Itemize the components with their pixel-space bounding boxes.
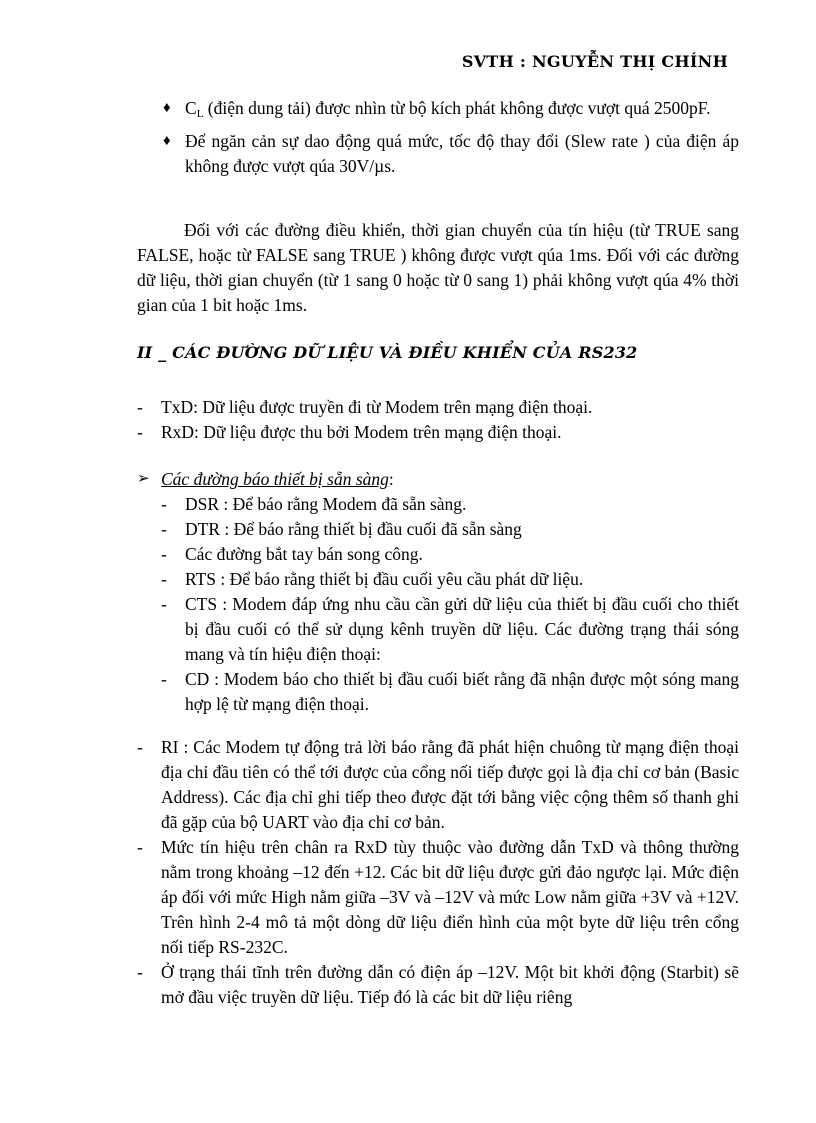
list-item [161, 492, 739, 517]
list-item-text: DSR : Để báo rằng Modem đã sẵn sàng. [185, 494, 467, 514]
list-item-text: RTS : Để báo rằng thiết bị đầu cuối yêu cầu phát dữ liệu. [185, 569, 584, 589]
dash-bullet: - [161, 669, 167, 689]
top-bullet-list [163, 96, 739, 179]
list-item [137, 420, 739, 445]
dash-bullet: - [137, 422, 143, 442]
list-item [161, 667, 739, 717]
dash-bullet: - [137, 962, 143, 982]
list-item-text: TxD: Dữ liệu được truyền đi từ Modem trên mạng điện thoại. [161, 397, 593, 417]
subheading-text: Các đường báo thiết bị sẵn sàng [161, 469, 389, 489]
dash-bullet: - [161, 569, 167, 589]
author-header: SVTH : NGUYỄN THỊ CHÍNH [461, 52, 728, 71]
dash-bullet: - [161, 519, 167, 539]
data-line-list [137, 395, 739, 445]
ready-section [137, 467, 739, 717]
list-item [163, 129, 739, 179]
dash-bullet: - [137, 397, 143, 417]
list-item [137, 395, 739, 420]
dash-bullet: - [161, 494, 167, 514]
list-item-text: DTR : Để báo rằng thiết bị đầu cuối đã sẵn sàng [185, 519, 522, 539]
list-item-text: Các đường bắt tay bán song công. [185, 544, 423, 564]
list-item [161, 567, 739, 592]
bottom-list [137, 735, 739, 1010]
bullet-subscript: L [196, 108, 204, 120]
bullet-text: Để ngăn cản sự dao động quá mức, tốc độ thay đổi (Slew rate ) của điện áp không được vượt qúa 30V/µs. [185, 131, 739, 176]
list-item [137, 960, 739, 1010]
dash-bullet: - [161, 594, 167, 614]
ready-section-title [137, 467, 739, 492]
list-item-text: Ở trạng thái tĩnh trên đường dẫn có điện áp –12V. Một bit khởi động (Starbit) sẽ mở đầu việc truyền dữ liệu. Tiếp đó là các bit dữ liệu riêng [161, 962, 739, 1007]
section-heading: II _ CÁC ĐƯỜNG DỮ LIỆU VÀ ĐIỀU KHIỂN CỦA RS232 [137, 343, 638, 362]
subheading-colon: : [388, 469, 394, 489]
list-item [137, 735, 739, 835]
dash-bullet: - [137, 837, 143, 857]
list-item [137, 835, 739, 960]
list-item [161, 542, 739, 567]
ready-item-list [137, 492, 739, 717]
body-paragraph: Đối với các đường điều khiển, thời gian chuyển của tín hiệu (từ TRUE sang FALSE, hoặc từ FALSE sang TRUE ) không được vượt qúa 1ms. Đối với các đường dữ liệu, thời gian chuyển (từ 1 sang 0 hoặc từ 0 sang 1) phải không vượt qúa 4% thời gian của 1 bit hoặc 1ms. [137, 220, 739, 315]
list-item [163, 96, 739, 127]
list-item [161, 517, 739, 542]
bullet-text: (điện dung tải) được nhìn từ bộ kích phát không được vượt quá 2500pF. [203, 98, 711, 118]
dash-bullet: - [137, 737, 143, 757]
arrow-bullet-icon: ➢ [137, 471, 150, 487]
bullet-prefix: C [185, 98, 197, 118]
list-item-text: CD : Modem báo cho thiết bị đầu cuối biết rằng đã nhận được một sóng mang hợp lệ từ mạng điện thoại. [185, 669, 739, 714]
diamond-bullet-icon: ♦ [163, 100, 171, 116]
list-item-text: CTS : Modem đáp ứng nhu cầu cần gửi dữ liệu của thiết bị đầu cuối cho thiết bị đầu cuối có thể sử dụng kênh truyền dữ liệu. Các đường trạng thái sóng mang và tín hiệu điện thoại: [185, 594, 739, 664]
dash-bullet: - [161, 544, 167, 564]
diamond-bullet-icon: ♦ [163, 133, 171, 149]
list-item-text: Mức tín hiệu trên chân ra RxD tùy thuộc vào đường dẫn TxD và thông thường nằm trong khoảng –12 đến +12. Các bit dữ liệu được gửi đảo ngược lại. Mức điện áp đối với mức High nằm giữa –3V và –12V và mức Low nằm giữa +3V và +12V. Trên hình 2-4 mô tả một dòng dữ liệu điển hình của một byte dữ liệu trên cổng nối tiếp RS-232C. [161, 837, 739, 957]
list-item-text: RI : Các Modem tự động trả lời báo rằng đã phát hiện chuông từ mạng điện thoại địa chỉ đầu tiên có thể tới được của cổng nối tiếp được gọi là địa chỉ cơ bản (Basic Address). Các địa chỉ ghi tiếp theo được đặt tới bằng việc cộng thêm số thanh ghi đã gặp của bộ UART vào địa chỉ cơ bản. [161, 737, 739, 832]
list-item [161, 592, 739, 667]
list-item-text: RxD: Dữ liệu được thu bởi Modem trên mạng điện thoại. [161, 422, 562, 442]
